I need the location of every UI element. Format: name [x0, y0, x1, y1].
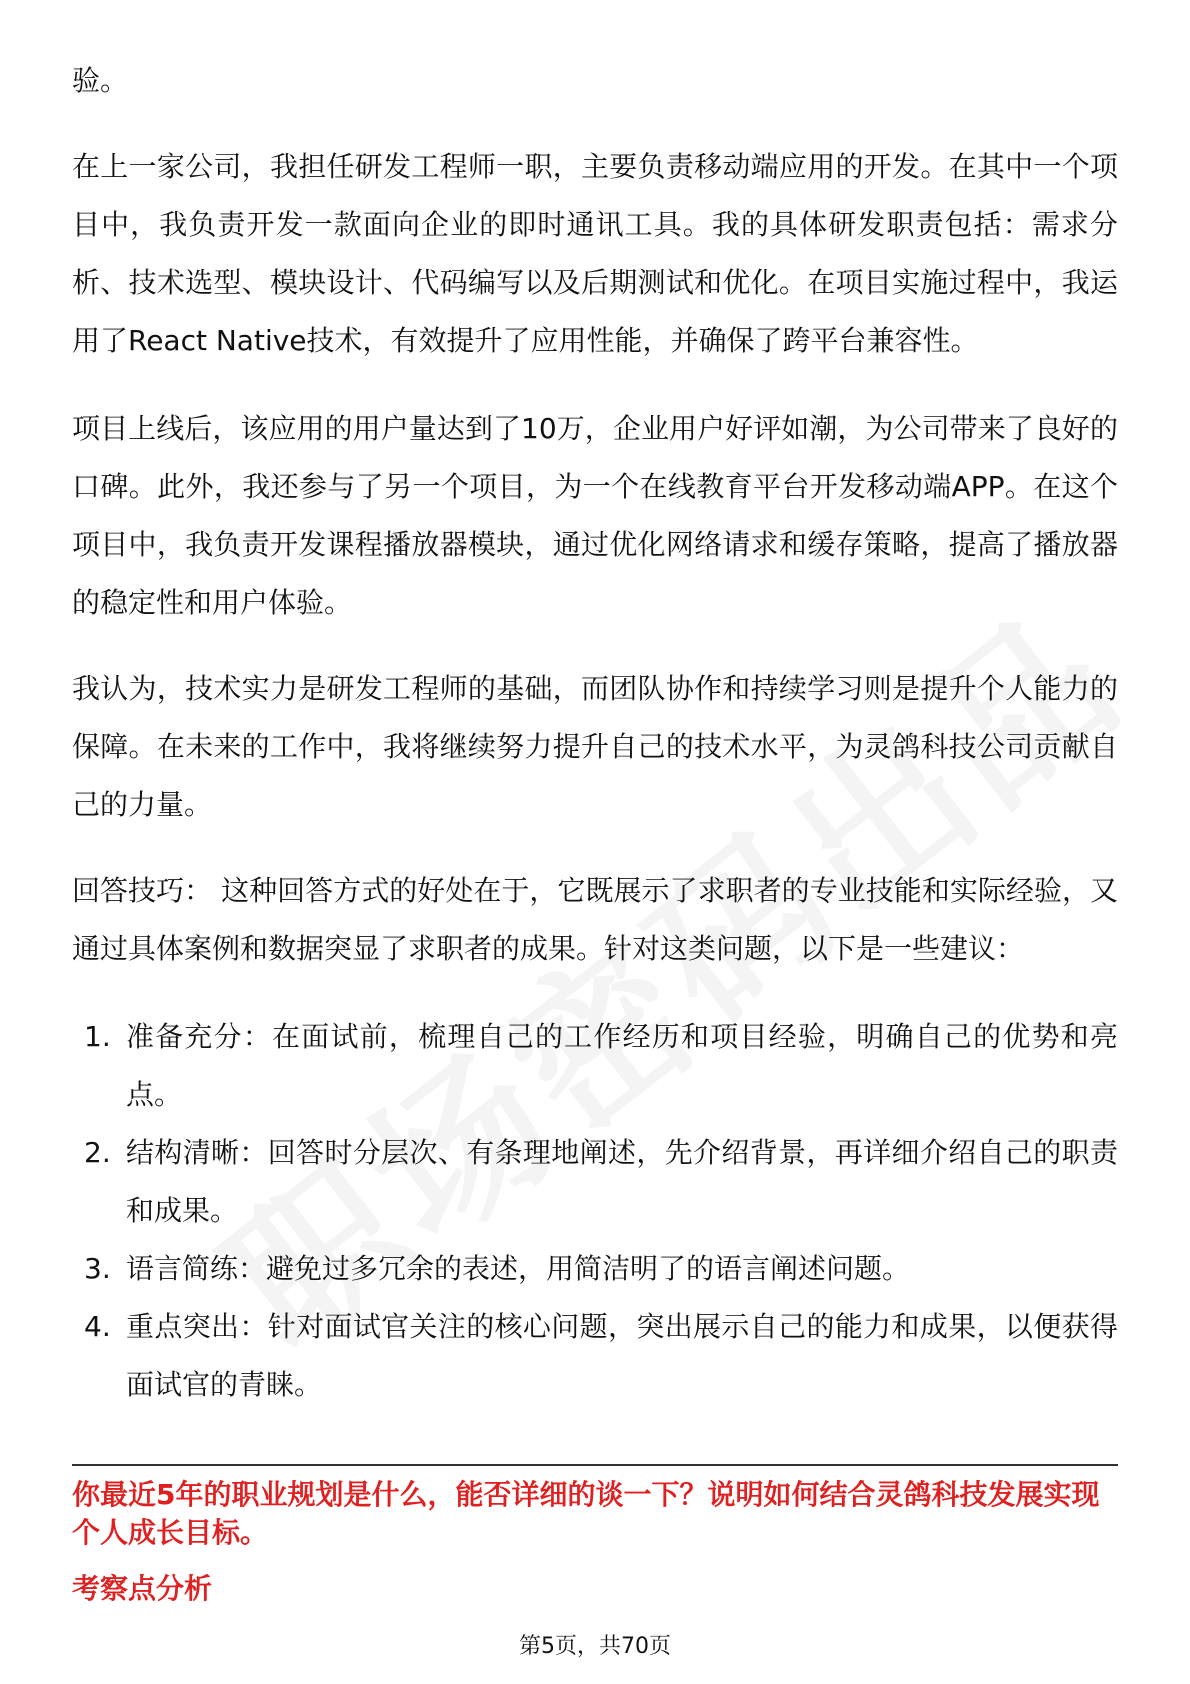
paragraph-continuation: 验。 — [72, 64, 129, 97]
list-item-text: 准备充分：在面试前，梳理自己的工作经历和项目经验，明确自己的优势和亮点。 — [126, 1020, 1118, 1111]
list-item — [72, 1124, 1118, 1240]
paragraph-previous-role: 在上一家公司，我担任研发工程师一职，主要负责移动端应用的开发。在其中一个项目中，我负责开发一款面向企业的即时通讯工具。我的具体研发职责包括：需求分析、技术选型、模块设计、代码编写以及后期测试和优化。在项目实施过程中，我运用了React Native技术，有效提升了应用性能，并确保了跨平台兼容性。 — [72, 150, 1118, 357]
list-item-text: 语言简练：避免过多冗余的表述，用简洁明了的语言阐述问题。 — [126, 1252, 911, 1285]
analysis-heading: 考察点分析 — [72, 1572, 213, 1605]
paragraph-answer-tips: 回答技巧： 这种回答方式的好处在于，它既展示了求职者的专业技能和实际经验，又通过具体案例和数据突显了求职者的成果。针对这类问题，以下是一些建议： — [72, 874, 1118, 965]
list-item-text: 结构清晰：回答时分层次、有条理地阐述，先介绍背景，再详细介绍自己的职责和成果。 — [126, 1136, 1118, 1227]
page-indicator: 第5页，共70页 — [519, 1634, 671, 1659]
section-divider — [72, 1464, 1118, 1466]
list-item — [72, 1298, 1118, 1414]
list-number: 4. — [84, 1310, 111, 1343]
tips-list — [72, 1008, 1118, 1414]
document-page — [72, 0, 1118, 1684]
list-item — [72, 1240, 1118, 1298]
list-number: 3. — [84, 1252, 111, 1285]
list-item-text: 重点突出：针对面试官关注的核心问题，突出展示自己的能力和成果，以便获得面试官的青睐。 — [126, 1310, 1118, 1401]
paragraph-conclusion: 我认为，技术实力是研发工程师的基础，而团队协作和持续学习则是提升个人能力的保障。在未来的工作中，我将继续努力提升自己的技术水平，为灵鸽科技公司贡献自己的力量。 — [72, 672, 1118, 821]
list-item — [72, 1008, 1118, 1124]
question-heading: 你最近5年的职业规划是什么，能否详细的谈一下？说明如何结合灵鸽科技发展实现个人成长目标。 — [72, 1478, 1100, 1549]
list-number: 1. — [84, 1020, 111, 1053]
list-number: 2. — [84, 1136, 111, 1169]
paragraph-project-results: 项目上线后，该应用的用户量达到了10万，企业用户好评如潮，为公司带来了良好的口碑。此外，我还参与了另一个项目，为一个在线教育平台开发移动端APP。在这个项目中，我负责开发课程播放器模块，通过优化网络请求和缓存策略，提高了播放器的稳定性和用户体验。 — [72, 412, 1118, 619]
